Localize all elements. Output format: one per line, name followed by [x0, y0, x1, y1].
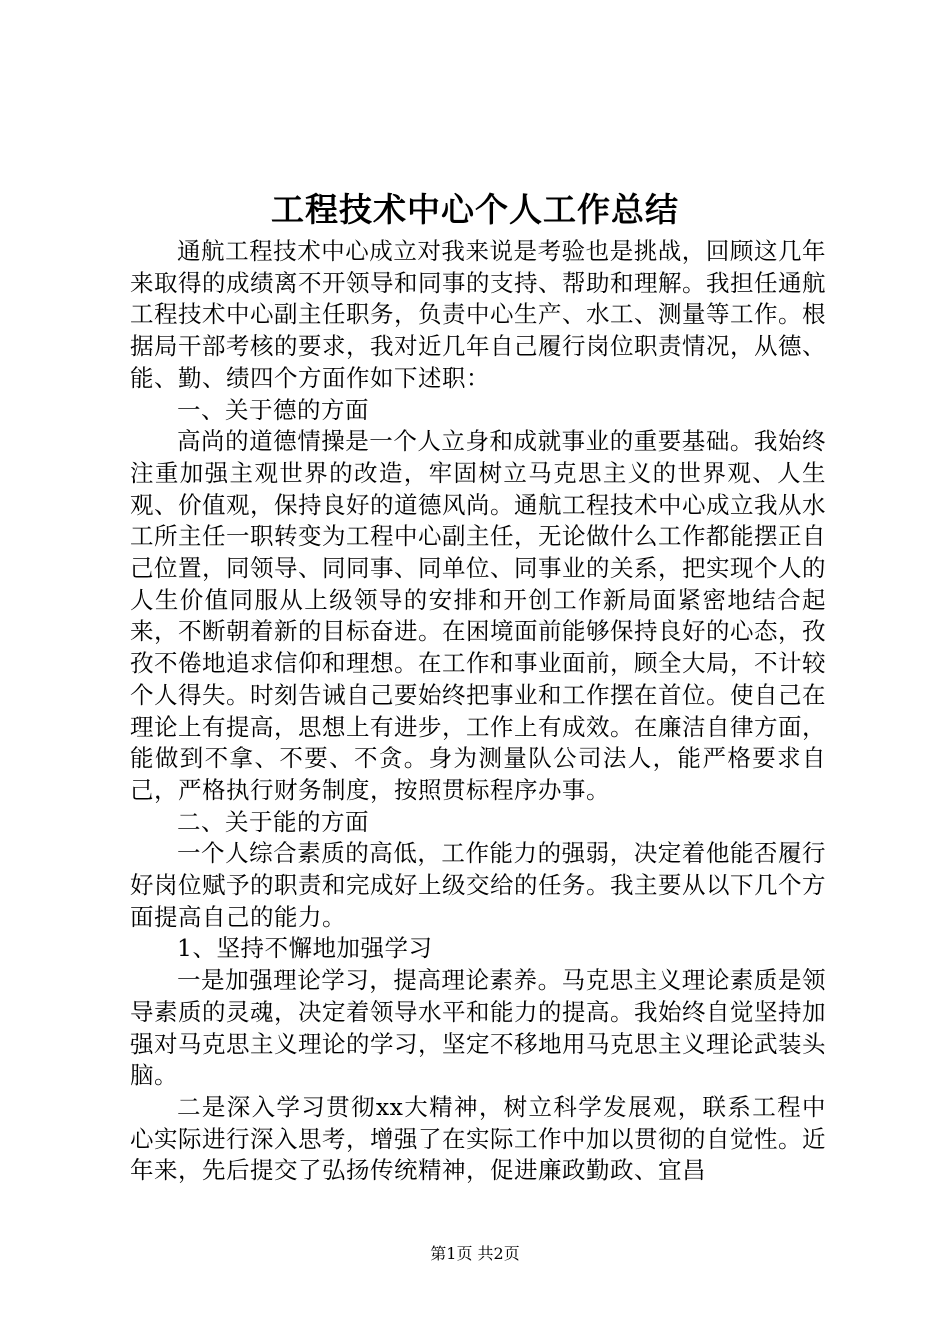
paragraph-intro: 通航工程技术中心成立对我来说是考验也是挑战，回顾这几年来取得的成绩离不开领导和同事的支持、帮助和理解。我担任通航工程技术中心副主任职务，负责中心生产、水工、测量等工作。根据局干部考核的要求，我对近几年自己履行岗位职责情况，从德、能、勤、绩四个方面作如下述职：	[130, 237, 826, 392]
paragraph-congress-study: 二是深入学习贯彻xx大精神，树立科学发展观，联系工程中心实际进行深入思考，增强了在实际工作中加以贯彻的自觉性。近年来，先后提交了弘扬传统精神，促进廉政勤政、宜昌	[130, 1092, 826, 1185]
paragraph-virtue: 高尚的道德情操是一个人立身和成就事业的重要基础。我始终注重加强主观世界的改造，牢固树立马克思主义的世界观、人生观、价值观，保持良好的道德风尚。通航工程技术中心成立我从水工所主任一职转变为工程中心副主任，无论做什么工作都能摆正自己位置，同领导、同同事、同单位、同事业的关系，把实现个人的人生价值同服从上级领导的安排和开创工作新局面紧密地结合起来，不断朝着新的目标奋进。在困境面前能够保持良好的心态，孜孜不倦地追求信仰和理想。在工作和事业面前，顾全大局，不计较个人得失。时刻告诫自己要始终把事业和工作摆在首位。使自己在理论上有提高，思想上有进步，工作上有成效。在廉洁自律方面，能做到不拿、不要、不贪。身为测量队公司法人，能严格要求自己，严格执行财务制度，按照贯标程序办事。	[130, 427, 826, 804]
document-title: 工程技术中心个人工作总结	[271, 190, 679, 229]
page-footer: 第1页 共2页	[430, 1244, 520, 1263]
document-body	[130, 236, 826, 1187]
paragraph-ability: 一个人综合素质的高低，工作能力的强弱，决定着他能否履行好岗位赋予的职责和完成好上级交给的任务。我主要从以下几个方面提高自己的能力。	[130, 839, 826, 931]
subsection-heading-learning: 1、坚持不懈地加强学习	[177, 934, 433, 963]
section-heading-virtue: 一、关于德的方面	[177, 395, 369, 424]
paragraph-theory-study: 一是加强理论学习，提高理论素养。马克思主义理论素质是领导素质的灵魂，决定着领导水平和能力的提高。我始终自觉坚持加强对马克思主义理论的学习，坚定不移地用马克思主义理论武装头脑。	[130, 966, 826, 1090]
section-heading-ability: 二、关于能的方面	[177, 807, 369, 836]
